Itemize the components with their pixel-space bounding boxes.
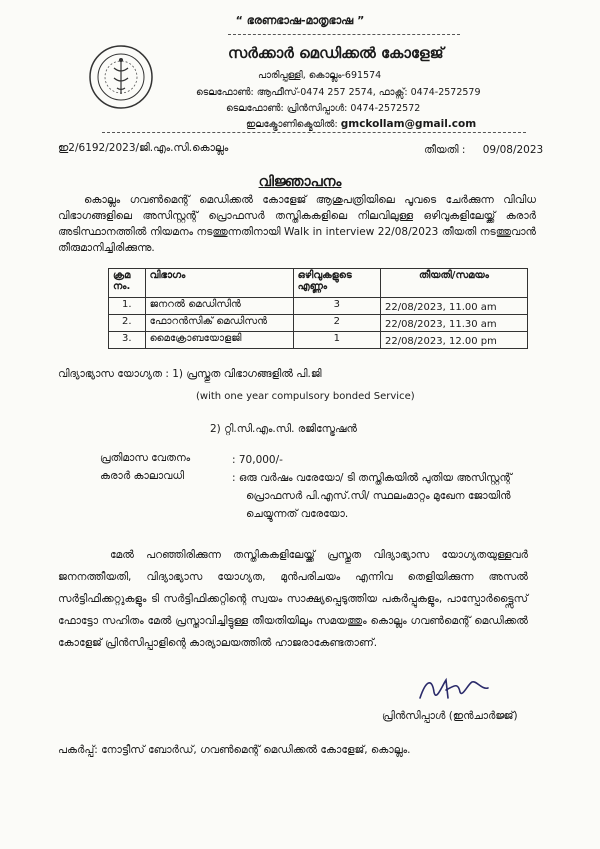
header-date-time: തീയതി/സമയം [380,269,527,298]
row-department: ജനറൽ മെഡിസിൻ [145,298,293,315]
college-seal-icon [88,44,154,110]
qualification-note: (with one year compulsory bonded Service) [196,391,415,402]
date-value: 09/08/2023 [482,144,544,156]
issue-date [424,144,543,157]
row-no: 1. [109,298,146,315]
table-row [109,332,528,349]
date-label: തീയതി : [424,144,466,156]
header-sl-no: ക്രമ നം. [109,269,146,298]
table-row [109,315,528,332]
vacancy-table [108,268,528,349]
row-datetime: 22/08/2023, 11.30 am [380,315,527,332]
salary-value: : 70,000/- [232,454,283,466]
header-department: വിഭാഗം [145,269,293,298]
signatory-title: പ്രിൻസിപ്പാൾ (ഇൻചാർജ്ജ്) [382,710,518,722]
college-name: സർക്കാർ മെഡിക്കൽ കോളേജ് [228,44,444,62]
row-no: 2. [109,315,146,332]
row-count: 3 [293,298,380,315]
office-phone: ടെലഫോൺ: ആഫീസ്-0474 257 2574, ഫാക്സ്: 0474-2572579 [196,87,481,98]
contract-period-value: : ഒരു വർഷം വരേയോ/ ടി തസ്തികയിൽ പുതിയ അസിസ്റ്റന്റ് പ്രൊഫസർ പി.എസ്.സി/ സ്ഥലംമാറ്റം മുഖേന ജോയിൻ ചെയ്യുന്നത് വരേയോ. [232,472,512,520]
motto: “ ഭരണഭാഷ-മാതൃഭാഷ ” [235,14,365,27]
copy-to: പകർപ്പ്: നോട്ടീസ് ബോർഡ്, ഗവൺമെന്റ് മെഡിക്കൽ കോളേജ്, കൊല്ലം. [58,744,411,756]
notice-title-text: വിജ്ഞാപനം [258,174,342,190]
row-no: 3. [109,332,146,349]
qualification-item-2: 2) റ്റി.സി.എം.സി. രജിസ്ട്രേഷൻ [210,423,357,435]
signature [412,668,492,708]
row-datetime: 22/08/2023, 11.00 am [380,298,527,315]
qualification-label: വിദ്യാഭ്യാസ യോഗ്യത : 1) പ്രസ്തുത വിഭാഗങ്ങളിൽ പി.ജി [58,368,322,380]
salary-label: പ്രതിമാസ വേതനം [100,452,191,464]
principal-phone: ടെലഫോൺ: പ്രിൻസിപ്പാൾ: 0474-2572572 [226,103,421,114]
college-address: പാരിപ്പള്ളി, കൊല്ലം-691574 [258,70,382,81]
row-count: 2 [293,315,380,332]
email-label: ഇലക്ട്രോണിക്മെയിൽ: [246,119,338,130]
email-row [246,118,476,130]
row-count: 1 [293,332,380,349]
header-vacancy-count: ഒഴിവുകളുടെ എണ്ണം [293,269,380,298]
row-department: ഫോറൻസിക് മെഡിസൻ [145,315,293,332]
contract-period-label: കരാർ കാലാവധി [100,470,184,482]
notice-title [0,174,600,190]
header-divider [102,132,526,133]
row-department: മൈക്രോബയോളജി [145,332,293,349]
intro-paragraph: കൊല്ലം ഗവൺമെന്റ് മെഡിക്കൽ കോളേജ് ആശുപത്രിയിലെ പൂവടെ ചേർക്കുന്ന വിവിധ വിഭാഗങ്ങളിലെ അസിസ്റ്റന്റ് പ്രൊഫസർ തസ്തികകളിലെ നിലവിലുള്ള ഒഴിവുകളിലേയ്ക്ക് കരാർ അടിസ്ഥാനത്തിൽ നിയമനം നടത്തുന്നതിനായി Walk in interview 22/08/2023 തീയതി നടത്തുവാൻ തീരുമാനിച്ചിരിക്കുന്നു. [58,194,536,254]
body-paragraph: മേൽ പറഞ്ഞിരിക്കുന്ന തസ്തികകളിലേയ്ക്ക് പ്രസ്തുത വിദ്യാഭ്യാസ യോഗ്യതയുള്ളവർ ജനനത്തീയതി, വിദ്യാഭ്യാസ യോഗ്യത, മുൻപരിചയം എന്നിവ തെളിയിക്കുന്ന അസൽ സർട്ടിഫിക്കറ്റുകളും ടി സർട്ടിഫിക്കറ്റിന്റെ സ്വയം സാക്ഷ്യപ്പെടുത്തിയ പകർപ്പുകളും, പാസ്പോർട്ട്സൈസ് ഫോട്ടോ സഹിതം മേൽ പ്രസ്താവിച്ചിട്ടുള്ള തീയതിയിലും സമയത്തും കൊല്ലം ഗവൺമെന്റ് മെഡിക്കൽ കോളേജ് പ്രിൻസിപ്പാളിന്റെ കാര്യാലയത്തിൽ ഹാജരാകേണ്ടതാണ്. [58,549,528,649]
reference-number: ഇ2/6192/2023/ജി.എം.സി.കൊല്ലം [58,142,229,154]
header-divider-top [228,34,460,35]
table-header-row [109,269,528,298]
email-address: gmckollam@gmail.com [340,118,477,130]
row-datetime: 22/08/2023, 12.00 pm [380,332,527,349]
table-row [109,298,528,315]
